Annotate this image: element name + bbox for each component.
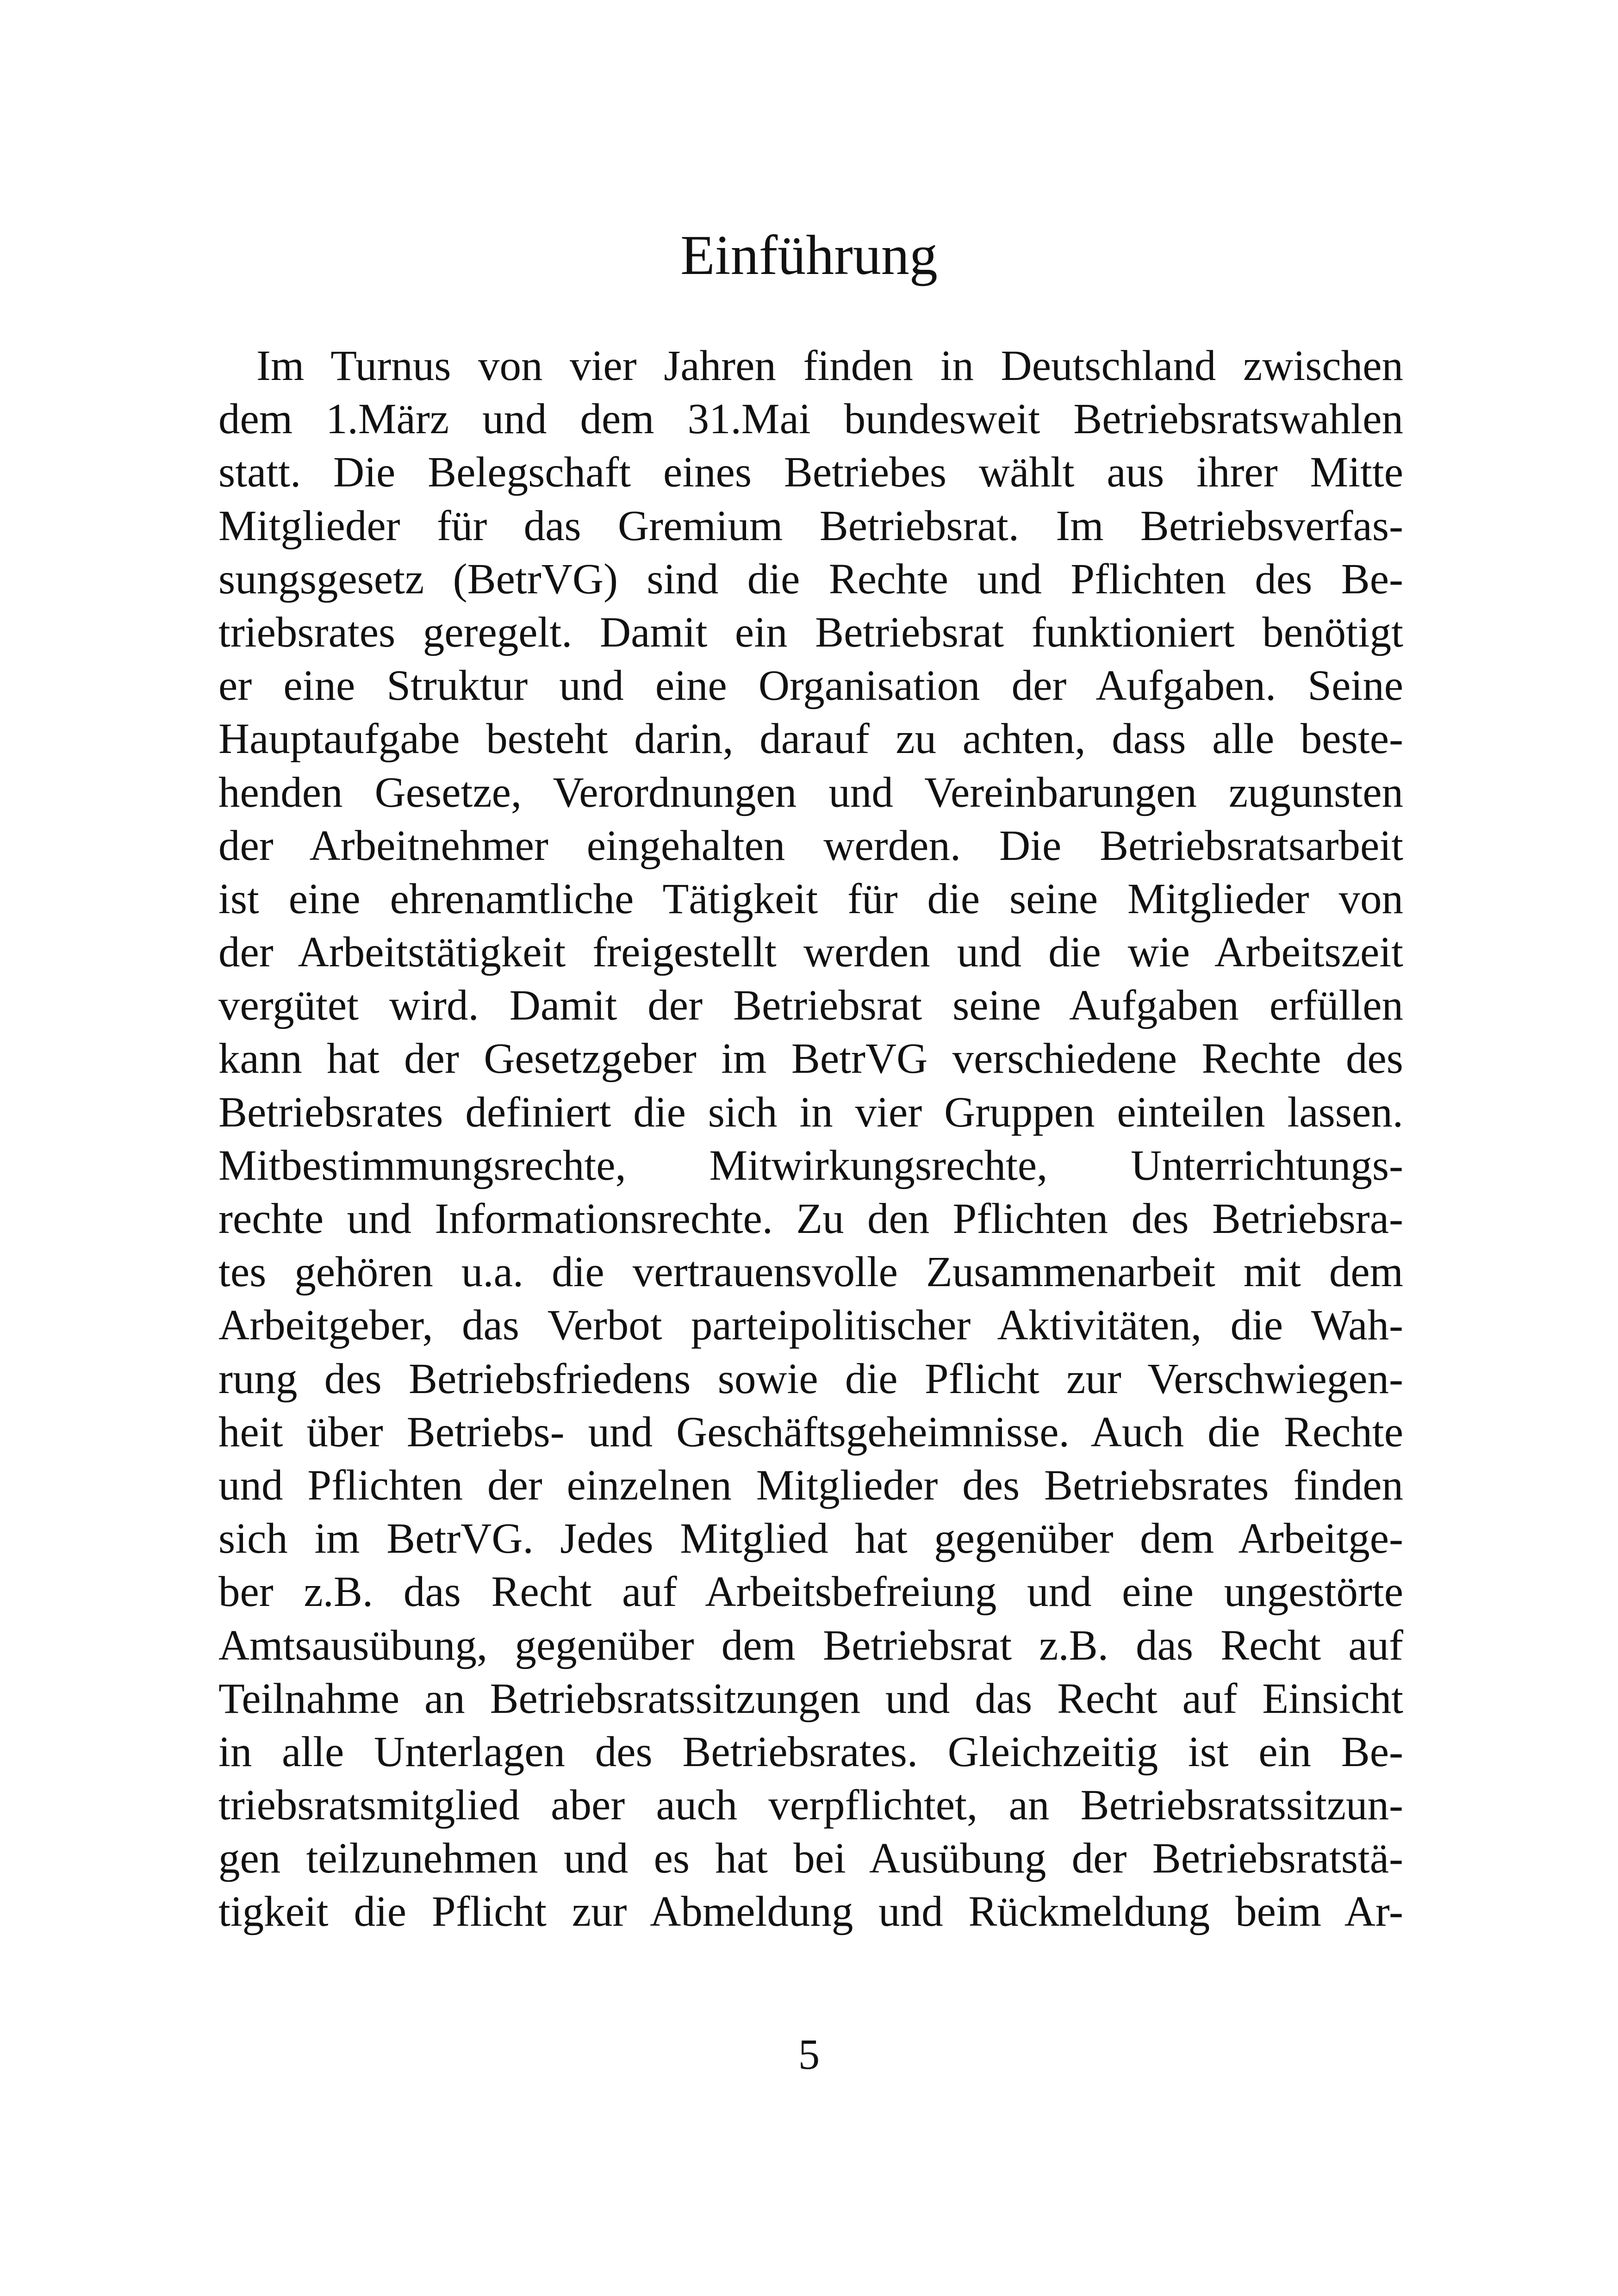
- paragraph-line: Arbeitgeber, das Verbot parteipolitischer Aktivitäten, die Wah-: [218, 1301, 1403, 1350]
- paragraph-line: rechte und Informationsrechte. Zu den Pflichten des Betriebsra-: [218, 1195, 1403, 1243]
- paragraph-line: triebsratsmitglied aber auch verpflichtet, an Betriebsratssitzun-: [218, 1781, 1403, 1829]
- paragraph-line: Teilnahme an Betriebsratssitzungen und das Recht auf Einsicht: [218, 1674, 1403, 1723]
- paragraph-line: statt. Die Belegschaft eines Betriebes wählt aus ihrer Mitte: [218, 448, 1403, 497]
- paragraph-line: dem 1.März und dem 31.Mai bundesweit Betriebsratswahlen: [218, 395, 1403, 443]
- paragraph-line: er eine Struktur und eine Organisation der Aufgaben. Seine: [218, 662, 1403, 710]
- paragraph-line: ber z.B. das Recht auf Arbeitsbefreiung und eine ungestörte: [218, 1568, 1403, 1616]
- paragraph-line: Amtsausübung, gegenüber dem Betriebsrat z.B. das Recht auf: [218, 1621, 1403, 1669]
- page-title: Einführung: [680, 224, 938, 286]
- paragraph-line: Hauptaufgabe besteht darin, darauf zu achten, dass alle beste-: [218, 715, 1403, 763]
- paragraph-line: in alle Unterlagen des Betriebsrates. Gleichzeitig ist ein Be-: [218, 1728, 1403, 1776]
- paragraph-line: tes gehören u.a. die vertrauensvolle Zusammenarbeit mit dem: [218, 1248, 1403, 1296]
- paragraph-line: tigkeit die Pflicht zur Abmeldung und Rückmeldung beim Ar-: [218, 1888, 1403, 1936]
- paragraph-line: Mitglieder für das Gremium Betriebsrat. Im Betriebsverfas-: [218, 502, 1403, 550]
- paragraph-line: vergütet wird. Damit der Betriebsrat seine Aufgaben erfüllen: [218, 982, 1403, 1030]
- paragraph-line: heit über Betriebs- und Geschäftsgeheimnisse. Auch die Rechte: [218, 1408, 1403, 1456]
- paragraph-line: sich im BetrVG. Jedes Mitglied hat gegenüber dem Arbeitge-: [218, 1515, 1403, 1563]
- paragraph-line: und Pflichten der einzelnen Mitglieder des Betriebsrates finden: [218, 1461, 1403, 1509]
- paragraph-line: sungsgesetz (BetrVG) sind die Rechte und Pflichten des Be-: [218, 555, 1403, 603]
- page-number: 5: [798, 2031, 820, 2078]
- paragraph-line: der Arbeitstätigkeit freigestellt werden und die wie Arbeitszeit: [218, 928, 1403, 977]
- paragraph-line: der Arbeitnehmer eingehalten werden. Die Betriebsratsarbeit: [218, 821, 1403, 870]
- paragraph-line: henden Gesetze, Verordnungen und Vereinbarungen zugunsten: [218, 768, 1403, 816]
- paragraph-line: Mitbestimmungsrechte, Mitwirkungsrechte, Unterrichtungs-: [218, 1141, 1403, 1189]
- paragraph-line: gen teilzunehmen und es hat bei Ausübung der Betriebsratstä-: [218, 1835, 1403, 1883]
- paragraph-line: kann hat der Gesetzgeber im BetrVG verschiedene Rechte des: [218, 1035, 1403, 1083]
- paragraph-line: Im Turnus von vier Jahren finden in Deutschland zwischen: [256, 342, 1403, 390]
- paragraph-line: triebsrates geregelt. Damit ein Betriebsrat funktioniert benötigt: [218, 608, 1403, 656]
- paragraph-line: rung des Betriebsfriedens sowie die Pflicht zur Verschwiegen-: [218, 1355, 1403, 1403]
- paragraph-line: Betriebsrates definiert die sich in vier Gruppen einteilen lassen.: [218, 1088, 1403, 1136]
- paragraph-line: ist eine ehrenamtliche Tätigkeit für die seine Mitglieder von: [218, 875, 1403, 923]
- body-paragraph: [218, 339, 1403, 1939]
